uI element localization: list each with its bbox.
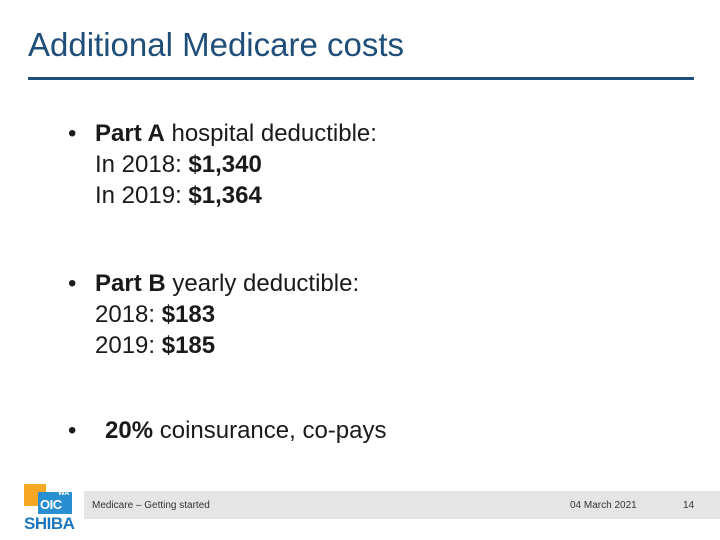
bullet-part-b — [68, 268, 359, 361]
footer-title: Medicare – Getting started — [92, 500, 210, 511]
bullet-text: coinsurance, co‑pays — [153, 417, 387, 444]
detail-label: In 2019: — [95, 182, 189, 209]
footer-date: 04 March 2021 — [570, 500, 637, 511]
bullet-part-a — [68, 118, 377, 211]
bullet-text: hospital deductible: — [164, 120, 377, 147]
detail-value: $1,340 — [188, 151, 262, 178]
detail-line — [68, 299, 359, 330]
bullet-dot: • — [68, 417, 77, 444]
detail-value: $1,364 — [188, 182, 262, 209]
slide-title: Additional Medicare costs — [28, 26, 405, 63]
detail-line — [68, 180, 377, 211]
shiba-logo — [22, 480, 78, 534]
page-number: 14 — [683, 500, 695, 511]
logo-oic-text: OIC — [40, 497, 62, 512]
bullet-coinsurance — [68, 415, 387, 446]
logo-shiba-text: SHIBA — [24, 514, 75, 533]
detail-label: 2018: — [95, 301, 162, 328]
detail-value: $183 — [161, 301, 216, 328]
detail-line — [68, 330, 359, 361]
bullet-dot: • — [68, 120, 77, 147]
detail-line — [68, 149, 377, 180]
bullet-bold-lead: Part A — [95, 120, 165, 147]
bullet-text: yearly deductible: — [165, 270, 360, 297]
bullet-bold-lead: Part B — [95, 270, 166, 297]
bullet-bold-lead: 20% — [105, 417, 154, 444]
detail-label: 2019: — [95, 332, 162, 359]
bullet-dot: • — [68, 270, 77, 297]
logo-wa-text: WA — [58, 490, 70, 497]
detail-label: In 2018: — [95, 151, 189, 178]
title-underline — [28, 77, 694, 80]
detail-value: $185 — [161, 332, 216, 359]
